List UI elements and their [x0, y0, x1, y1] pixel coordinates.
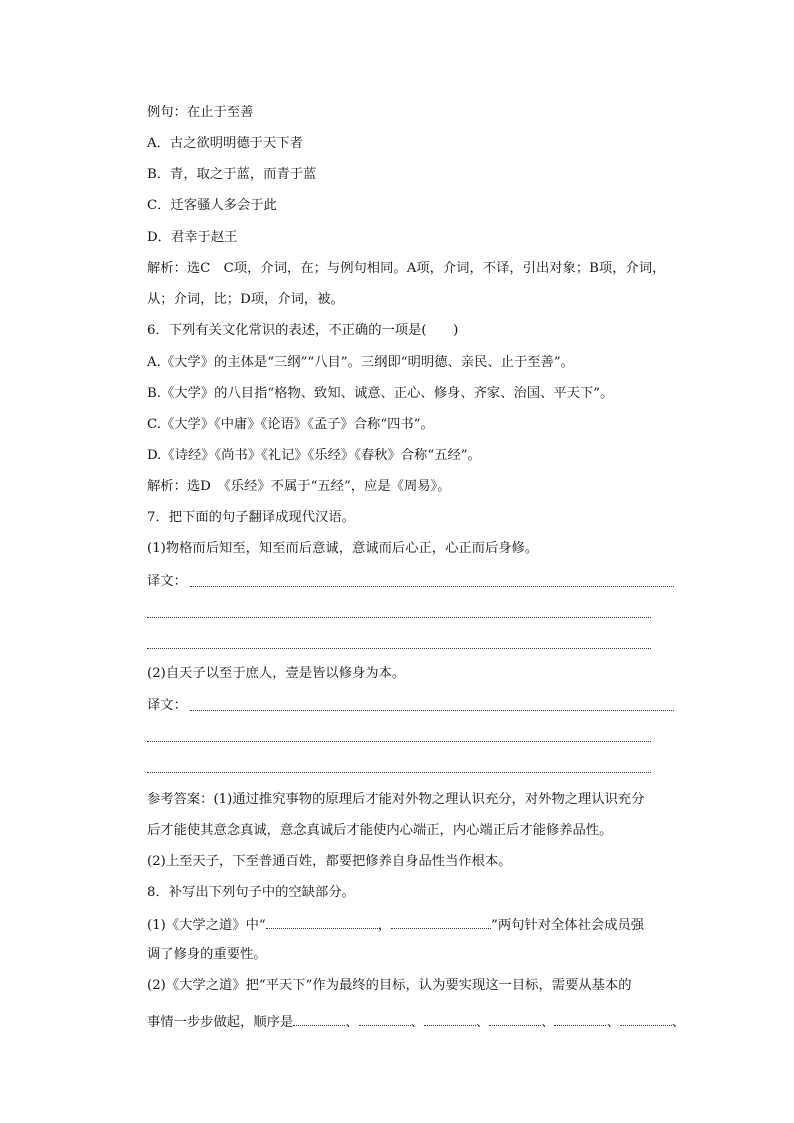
- analysis-q5-line1: 解析：选C C项，介词，在；与例句相同。A项，介词，不译，引出对象；B项，介词，: [147, 261, 666, 276]
- fill-blank[interactable]: [424, 1011, 476, 1026]
- q8-item1-sep: ，: [377, 918, 392, 933]
- separator: 、: [345, 1015, 359, 1030]
- option-c-q6: C.《大学》《中庸》《论语》《孟子》合称“四书”。: [147, 417, 434, 432]
- question-8-item-2-line2: [147, 1011, 685, 1033]
- question-7-sentence-2: (2)自天子以至于庶人，壹是皆以修身为本。: [147, 666, 406, 681]
- fill-blank[interactable]: [359, 1011, 411, 1026]
- answer-line[interactable]: [190, 586, 674, 587]
- fill-blank[interactable]: [266, 914, 378, 929]
- question-6-stem: 6．下列有关文化常识的表述，不正确的一项是( ): [147, 323, 459, 338]
- fill-blank[interactable]: [489, 1011, 541, 1026]
- separator: 、: [671, 1015, 686, 1030]
- option-d-q6: D.《诗经》《尚书》《礼记》《乐经》《春秋》合称“五经”。: [147, 448, 481, 463]
- question-8-item-1: [147, 914, 644, 936]
- fill-blank[interactable]: [554, 1011, 606, 1026]
- translation-label-2: 译文：: [147, 698, 187, 713]
- answer-line[interactable]: [147, 772, 651, 773]
- option-a-q5: A．古之欲明明德于天下者: [147, 136, 303, 151]
- analysis-q6: 解析：选D 《乐经》不属于“五经”，应是《周易》。: [147, 479, 451, 494]
- answer-7-line1: 参考答案：(1)通过推究事物的原理后才能对外物之理认识充分，对外物之理认识充分: [147, 792, 645, 807]
- fill-blank[interactable]: [620, 1011, 672, 1026]
- option-b-q6: B.《大学》的八目指“格物、致知、诚意、正心、修身、齐家、治国、平天下”。: [147, 386, 614, 401]
- option-b-q5: B．青，取之于蓝，而青于蓝: [147, 167, 317, 182]
- q8-item2-prefix: 事情一步步做起，顺序是: [147, 1015, 294, 1030]
- analysis-q5-line2: 从；介词，比；D项，介词，被。: [147, 292, 344, 307]
- fill-blank[interactable]: [293, 1011, 345, 1026]
- fill-blank[interactable]: [391, 914, 491, 929]
- translation-label-1: 译文：: [147, 574, 187, 589]
- example-sentence: 例句：在止于至善: [147, 105, 254, 120]
- question-8-stem: 8．补写出下列句子中的空缺部分。: [147, 885, 355, 900]
- answer-7-line2: 后才能使其意念真诚，意念真诚后才能使内心端正，内心端正后才能修养品性。: [147, 823, 613, 838]
- q8-item1-suffix: ”两句针对全体社会成员强: [491, 918, 645, 933]
- answer-line[interactable]: [147, 741, 651, 742]
- q8-item1-prefix: (1)《大学之道》中“: [147, 918, 266, 933]
- question-8-item-2-line1: (2)《大学之道》把“平天下”作为最终的目标，认为要实现这一目标，需要从基本的: [147, 978, 632, 993]
- answer-7-line3: (2)上至天子，下至普通百姓，都要把修养自身品性当作根本。: [147, 854, 512, 869]
- separator: 、: [475, 1015, 490, 1030]
- separator: 、: [541, 1015, 555, 1030]
- answer-line[interactable]: [147, 648, 651, 649]
- option-d-q5: D．君幸于赵王: [147, 230, 238, 245]
- question-7-stem: 7．把下面的句子翻译成现代汉语。: [147, 510, 355, 525]
- answer-line[interactable]: [190, 710, 674, 711]
- answer-line[interactable]: [147, 617, 651, 618]
- question-7-sentence-1: (1)物格而后知至，知至而后意诚，意诚而后心正，心正而后身修。: [147, 541, 539, 556]
- question-8-item-1-line2: 调了修身的重要性。: [147, 947, 267, 962]
- separator: 、: [606, 1015, 620, 1030]
- separator: 、: [410, 1015, 424, 1030]
- option-a-q6: A.《大学》的主体是“三纲”“八目”。三纲即“明明德、亲民、止于至善”。: [147, 355, 574, 370]
- option-c-q5: C．迁客骚人多会于此: [147, 198, 277, 213]
